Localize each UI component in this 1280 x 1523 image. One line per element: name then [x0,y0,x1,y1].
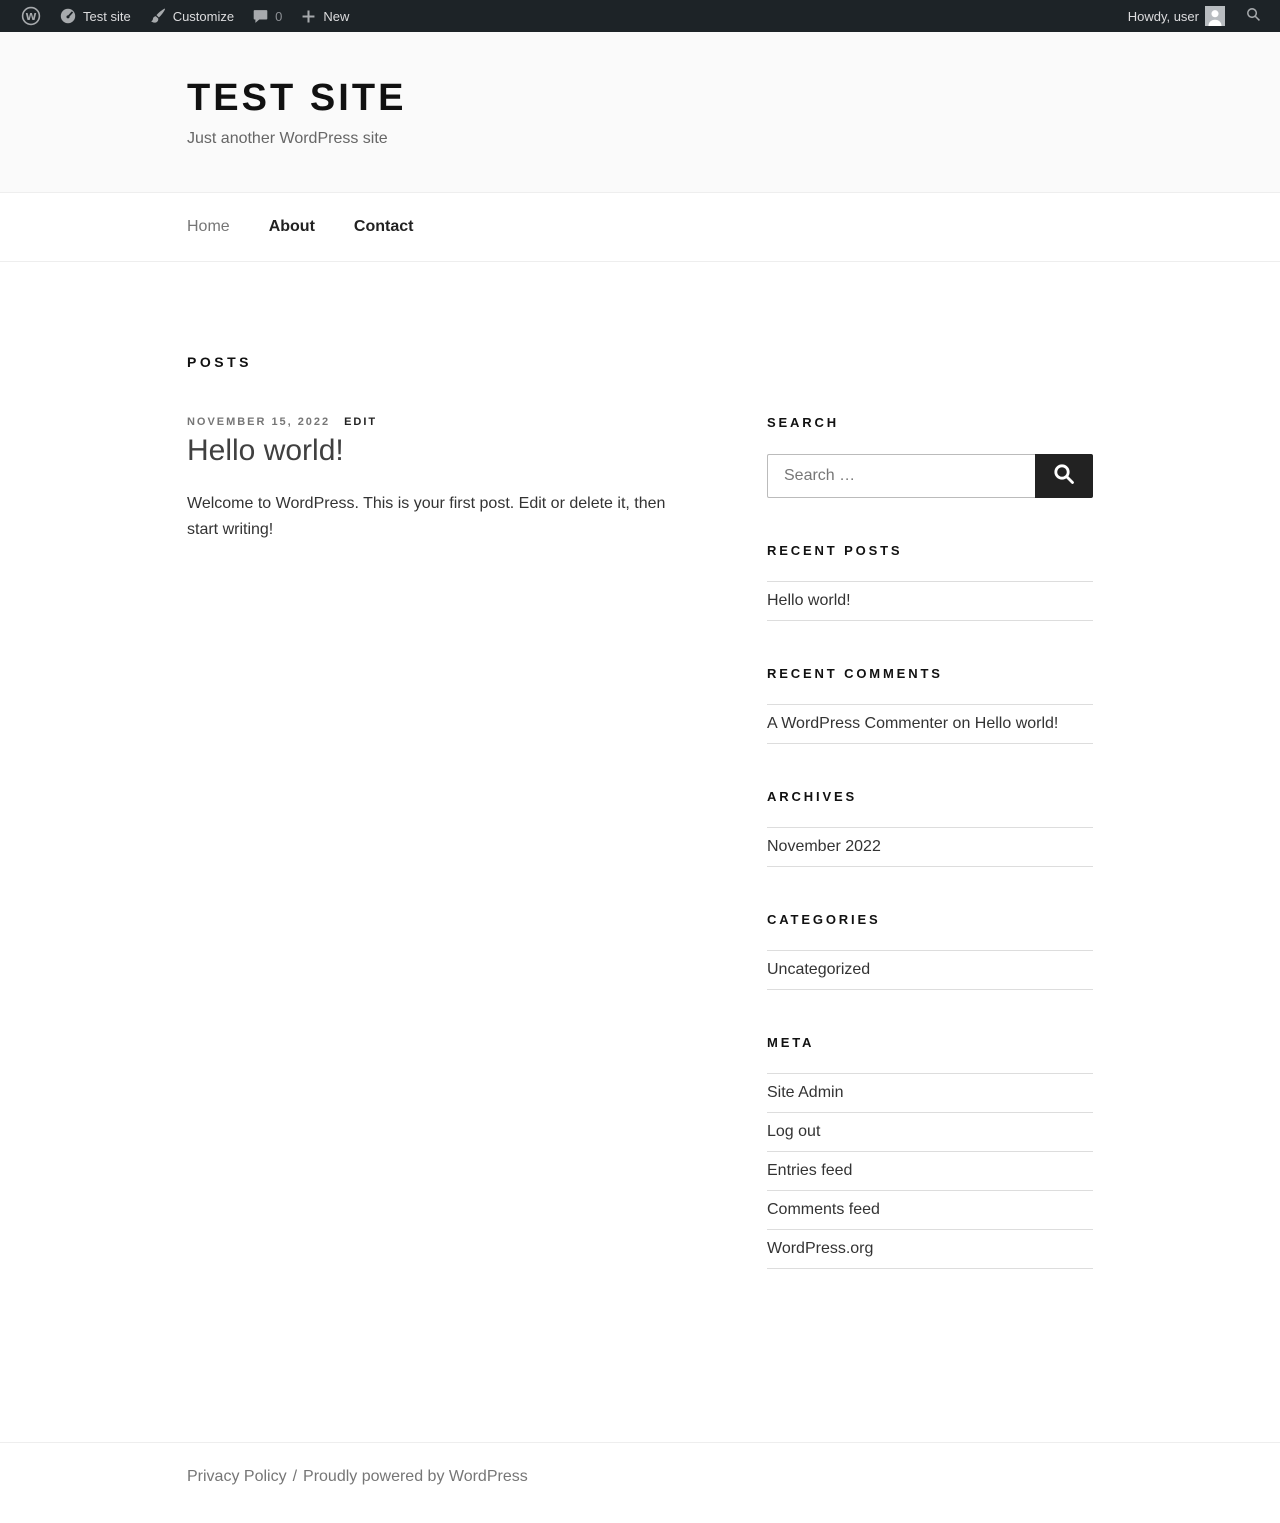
wordpress-logo-icon [21,6,41,26]
nav-item-about[interactable]: About [268,217,315,235]
archive-link[interactable]: November 2022 [767,837,881,855]
search-icon [1245,6,1262,26]
search-form [767,454,1093,498]
recent-posts-title: RECENT POSTS [767,542,903,558]
entry-date-link[interactable]: NOVEMBER 15, 2022 [187,415,331,428]
recent-post-link[interactable]: Hello world! [767,591,851,609]
admin-bar-comments[interactable] [243,0,291,32]
site-title-link[interactable]: TEST SITE [187,77,407,119]
category-link[interactable]: Uncategorized [767,960,871,978]
meta-widget [767,1035,1093,1269]
search-submit-button[interactable] [1035,454,1093,498]
meta-item-site-admin: Site Admin [767,1074,1093,1113]
archives-widget [767,789,1093,867]
post-paragraph: Welcome to WordPress. This is your first post. Edit or delete it, then start writing! [187,495,666,538]
entry-meta [187,416,700,428]
page-title: POSTS [187,353,252,370]
categories-title: CATEGORIES [767,911,881,927]
recent-comments-title: RECENT COMMENTS [767,665,943,681]
nav-item-contact[interactable]: Contact [353,217,414,235]
search-widget [767,415,1093,498]
category-item [767,951,1093,990]
recent-posts-widget [767,543,1093,621]
main-navigation [0,192,1280,262]
wordpress-menu[interactable] [12,0,50,32]
post-title [187,434,700,469]
sidebar [767,415,1093,1314]
comment-author-link[interactable]: A WordPress Commenter [767,714,949,732]
admin-bar-customize[interactable] [140,0,243,32]
new-label: New [323,8,350,24]
dashboard-icon [59,7,77,25]
admin-bar-new[interactable] [291,0,358,32]
howdy-label: Howdy, user [1127,8,1199,24]
powered-by-link[interactable]: Proudly powered by WordPress [303,1467,528,1485]
comment-connector: on [948,714,975,732]
svg-text:W: W [25,11,37,23]
meta-item-log-out: Log out [767,1113,1093,1152]
meta-title: META [767,1034,815,1050]
site-title [187,78,1093,120]
search-input[interactable] [767,454,1035,498]
recent-comment-item [767,705,1093,744]
avatar [1205,6,1225,26]
archive-item [767,828,1093,867]
customize-label: Customize [172,8,235,24]
archives-title: ARCHIVES [767,788,858,804]
edit-link[interactable]: EDIT [344,415,378,428]
search-button-icon [1052,462,1076,489]
meta-item-wordpress-org: WordPress.org [767,1230,1093,1269]
site-header [0,32,1280,192]
recent-comments-widget [767,666,1093,744]
meta-item-entries-feed: Entries feed [767,1152,1093,1191]
admin-bar-account[interactable] [1119,0,1233,32]
nav-item-home[interactable]: Home [187,217,230,235]
comments-bubble-icon [252,8,269,25]
admin-bar [0,0,1280,32]
categories-widget [767,912,1093,990]
comment-post-link[interactable]: Hello world! [974,714,1059,732]
footer-separator: / [292,1467,298,1485]
recent-post-item [767,582,1093,621]
post-article [187,416,700,543]
site-tagline: Just another WordPress site [187,129,388,147]
plus-icon [300,8,317,25]
site-name-label: Test site [83,8,131,24]
comments-count: 0 [275,8,283,24]
privacy-policy-link[interactable]: Privacy Policy [187,1467,287,1485]
admin-bar-search[interactable] [1233,6,1268,26]
customize-brush-icon [149,7,167,25]
site-footer [0,1442,1280,1523]
site-main [0,262,1280,1314]
content-column [187,354,700,543]
post-title-link[interactable]: Hello world! [187,433,344,467]
search-widget-title: SEARCH [767,414,840,430]
post-content [187,491,700,542]
admin-bar-site-name[interactable] [50,0,140,32]
meta-item-comments-feed: Comments feed [767,1191,1093,1230]
